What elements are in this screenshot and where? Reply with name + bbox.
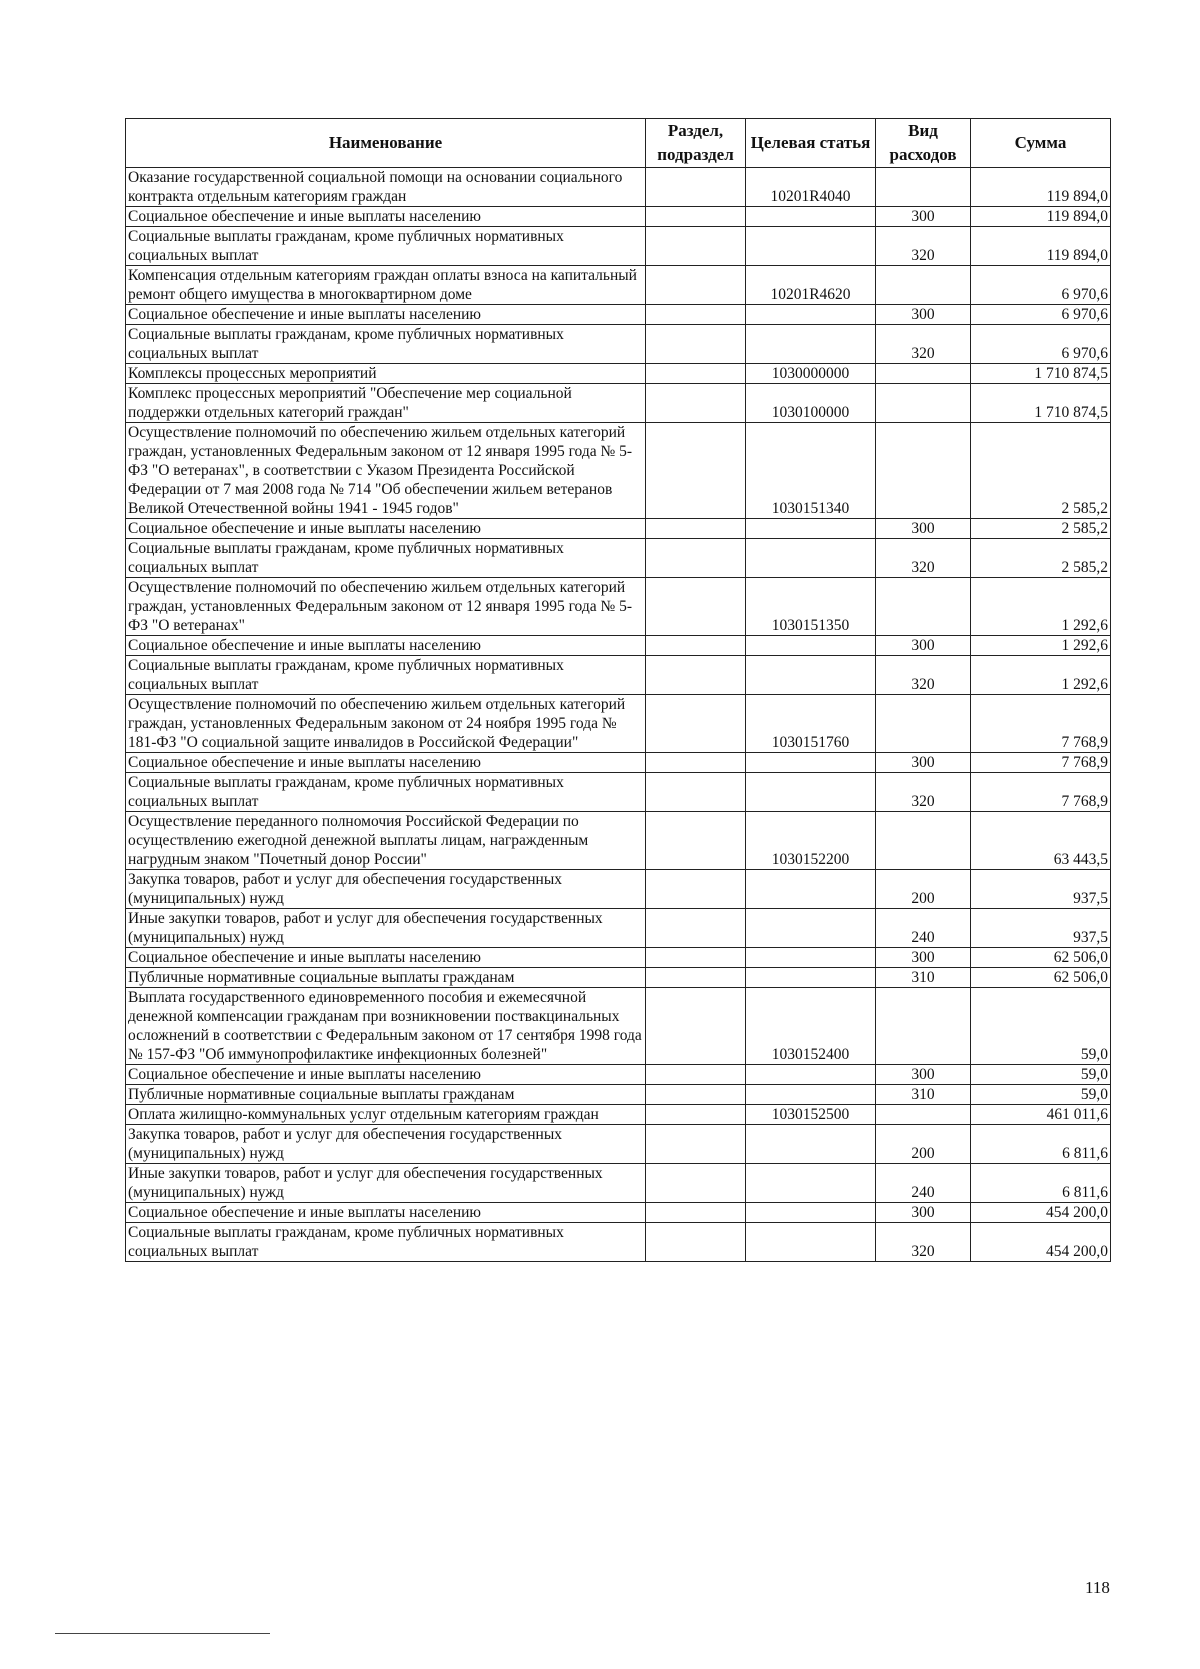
row-sum: 1 292,6 (971, 656, 1111, 695)
row-name: Оказание государственной социальной помощи на основании социального контракта отдельным категориям граждан (126, 168, 646, 207)
row-target: 1030151350 (746, 578, 876, 636)
row-sum: 1 710 874,5 (971, 384, 1111, 423)
row-target: 1030152200 (746, 812, 876, 870)
row-sum: 454 200,0 (971, 1223, 1111, 1262)
row-target (746, 1085, 876, 1105)
row-target (746, 1125, 876, 1164)
row-section (646, 325, 746, 364)
table-row (126, 207, 1111, 227)
row-section (646, 1105, 746, 1125)
row-kind (876, 812, 971, 870)
row-kind: 200 (876, 870, 971, 909)
header-target: Целевая статья (746, 119, 876, 168)
row-kind: 320 (876, 1223, 971, 1262)
table-row (126, 364, 1111, 384)
table-row (126, 227, 1111, 266)
row-kind: 310 (876, 1085, 971, 1105)
row-section (646, 578, 746, 636)
row-section (646, 384, 746, 423)
row-section (646, 305, 746, 325)
budget-table (125, 118, 1111, 1262)
row-section (646, 519, 746, 539)
footnote-divider (55, 1633, 270, 1634)
row-kind: 310 (876, 968, 971, 988)
row-target: 1030151760 (746, 695, 876, 753)
header-sum: Сумма (971, 119, 1111, 168)
row-name: Оплата жилищно-коммунальных услуг отдельным категориям граждан (126, 1105, 646, 1125)
row-section (646, 968, 746, 988)
row-target (746, 773, 876, 812)
row-sum: 937,5 (971, 870, 1111, 909)
row-name: Осуществление полномочий по обеспечению жильем отдельных категорий граждан, установленных Федеральным законом от 24 ноября 1995 года № 181-ФЗ "О социальной защите инвалидов в Российской Федерации" (126, 695, 646, 753)
row-sum: 6 970,6 (971, 266, 1111, 305)
header-section: Раздел, подраздел (646, 119, 746, 168)
row-name: Комплекс процессных мероприятий "Обеспечение мер социальной поддержки отдельных категорий граждан" (126, 384, 646, 423)
row-kind: 300 (876, 753, 971, 773)
row-kind: 320 (876, 227, 971, 266)
row-name: Социальные выплаты гражданам, кроме публичных нормативных социальных выплат (126, 539, 646, 578)
row-section (646, 909, 746, 948)
row-name: Социальное обеспечение и иные выплаты населению (126, 948, 646, 968)
row-kind: 300 (876, 207, 971, 227)
row-kind: 320 (876, 656, 971, 695)
table-row (126, 695, 1111, 753)
row-target (746, 948, 876, 968)
row-sum: 62 506,0 (971, 968, 1111, 988)
row-sum: 59,0 (971, 1065, 1111, 1085)
table-row (126, 1203, 1111, 1223)
row-name: Социальное обеспечение и иные выплаты населению (126, 753, 646, 773)
row-target (746, 1203, 876, 1223)
table-row (126, 636, 1111, 656)
row-name: Комплексы процессных мероприятий (126, 364, 646, 384)
table-row (126, 1085, 1111, 1105)
row-kind: 320 (876, 773, 971, 812)
row-section (646, 656, 746, 695)
row-name: Публичные нормативные социальные выплаты гражданам (126, 968, 646, 988)
row-sum: 119 894,0 (971, 168, 1111, 207)
row-section (646, 1203, 746, 1223)
row-name: Публичные нормативные социальные выплаты гражданам (126, 1085, 646, 1105)
row-name: Иные закупки товаров, работ и услуг для обеспечения государственных (муниципальных) нужд (126, 1164, 646, 1203)
row-section (646, 539, 746, 578)
row-kind (876, 168, 971, 207)
row-target: 1030152500 (746, 1105, 876, 1125)
row-section (646, 207, 746, 227)
row-kind (876, 266, 971, 305)
row-target: 10201R4620 (746, 266, 876, 305)
row-sum: 63 443,5 (971, 812, 1111, 870)
row-sum: 1 292,6 (971, 636, 1111, 656)
row-section (646, 753, 746, 773)
table-row (126, 656, 1111, 695)
row-section (646, 695, 746, 753)
row-section (646, 1085, 746, 1105)
header-name: Наименование (126, 119, 646, 168)
row-section (646, 812, 746, 870)
table-row (126, 519, 1111, 539)
row-section (646, 1065, 746, 1085)
row-name: Социальное обеспечение и иные выплаты населению (126, 207, 646, 227)
row-section (646, 227, 746, 266)
row-kind (876, 364, 971, 384)
row-kind: 300 (876, 519, 971, 539)
row-target: 10201R4040 (746, 168, 876, 207)
row-target (746, 968, 876, 988)
page-number: 118 (1085, 1578, 1110, 1597)
table-row (126, 968, 1111, 988)
row-section (646, 168, 746, 207)
row-section (646, 423, 746, 519)
row-name: Осуществление полномочий по обеспечению жильем отдельных категорий граждан, установленных Федеральным законом от 12 января 1995 года № 5-ФЗ "О ветеранах", в соответствии с Указом Президента Российской Федерации от 7 мая 2008 года № 714 "Об обеспечении жильем ветеранов Великой Отечественной войны 1941 - 1945 годов" (126, 423, 646, 519)
row-target: 1030000000 (746, 364, 876, 384)
row-section (646, 1164, 746, 1203)
row-section (646, 773, 746, 812)
row-target (746, 1223, 876, 1262)
table-row (126, 773, 1111, 812)
row-section (646, 364, 746, 384)
row-sum: 119 894,0 (971, 207, 1111, 227)
row-sum: 454 200,0 (971, 1203, 1111, 1223)
row-target (746, 227, 876, 266)
row-sum: 59,0 (971, 988, 1111, 1065)
table-row (126, 753, 1111, 773)
row-target (746, 636, 876, 656)
row-name: Осуществление полномочий по обеспечению жильем отдельных категорий граждан, установленных Федеральным законом от 12 января 1995 года № 5-ФЗ "О ветеранах" (126, 578, 646, 636)
row-target (746, 753, 876, 773)
row-sum: 6 811,6 (971, 1125, 1111, 1164)
row-target (746, 539, 876, 578)
row-target: 1030151340 (746, 423, 876, 519)
table-row (126, 325, 1111, 364)
table-row (126, 423, 1111, 519)
row-target (746, 519, 876, 539)
row-name: Социальные выплаты гражданам, кроме публичных нормативных социальных выплат (126, 656, 646, 695)
row-name: Иные закупки товаров, работ и услуг для обеспечения государственных (муниципальных) нужд (126, 909, 646, 948)
row-target (746, 207, 876, 227)
row-sum: 6 970,6 (971, 325, 1111, 364)
row-kind (876, 1105, 971, 1125)
table-body (126, 168, 1111, 1262)
row-name: Социальные выплаты гражданам, кроме публичных нормативных социальных выплат (126, 325, 646, 364)
row-sum: 2 585,2 (971, 539, 1111, 578)
row-name: Социальное обеспечение и иные выплаты населению (126, 1203, 646, 1223)
table-row (126, 988, 1111, 1065)
table-row (126, 384, 1111, 423)
row-target (746, 870, 876, 909)
row-name: Выплата государственного единовременного пособия и ежемесячной денежной компенсации гражданам при возникновении поствакцинальных осложнений в соответствии с Федеральным законом от 17 сентября 1998 года № 157-ФЗ "Об иммунопрофилактике инфекционных болезней" (126, 988, 646, 1065)
row-kind (876, 578, 971, 636)
row-kind: 320 (876, 539, 971, 578)
row-kind: 300 (876, 1065, 971, 1085)
table-row (126, 870, 1111, 909)
row-kind: 240 (876, 1164, 971, 1203)
row-name: Закупка товаров, работ и услуг для обеспечения государственных (муниципальных) нужд (126, 870, 646, 909)
table-row (126, 812, 1111, 870)
row-target (746, 1065, 876, 1085)
row-sum: 7 768,9 (971, 753, 1111, 773)
row-section (646, 636, 746, 656)
row-sum: 6 811,6 (971, 1164, 1111, 1203)
row-target: 1030100000 (746, 384, 876, 423)
row-kind: 200 (876, 1125, 971, 1164)
row-target (746, 325, 876, 364)
table-row (126, 1105, 1111, 1125)
row-kind (876, 988, 971, 1065)
row-sum: 2 585,2 (971, 423, 1111, 519)
row-kind: 300 (876, 1203, 971, 1223)
row-section (646, 988, 746, 1065)
row-name: Социальные выплаты гражданам, кроме публичных нормативных социальных выплат (126, 227, 646, 266)
table-row (126, 1164, 1111, 1203)
row-sum: 119 894,0 (971, 227, 1111, 266)
row-section (646, 1223, 746, 1262)
row-sum: 461 011,6 (971, 1105, 1111, 1125)
row-section (646, 870, 746, 909)
table-row (126, 539, 1111, 578)
row-name: Социальное обеспечение и иные выплаты населению (126, 636, 646, 656)
table-row (126, 168, 1111, 207)
row-name: Социальные выплаты гражданам, кроме публичных нормативных социальных выплат (126, 773, 646, 812)
row-target (746, 656, 876, 695)
table-row (126, 1065, 1111, 1085)
row-sum: 1 710 874,5 (971, 364, 1111, 384)
table-row (126, 948, 1111, 968)
table-row (126, 305, 1111, 325)
row-sum: 6 970,6 (971, 305, 1111, 325)
row-sum: 2 585,2 (971, 519, 1111, 539)
header-kind: Вид расходов (876, 119, 971, 168)
row-name: Компенсация отдельным категориям граждан оплаты взноса на капитальный ремонт общего имущества в многоквартирном доме (126, 266, 646, 305)
row-kind: 240 (876, 909, 971, 948)
row-kind (876, 384, 971, 423)
row-name: Социальное обеспечение и иные выплаты населению (126, 519, 646, 539)
row-kind: 300 (876, 948, 971, 968)
row-target (746, 305, 876, 325)
row-section (646, 266, 746, 305)
row-target (746, 1164, 876, 1203)
table-row (126, 266, 1111, 305)
row-name: Социальные выплаты гражданам, кроме публичных нормативных социальных выплат (126, 1223, 646, 1262)
row-sum: 59,0 (971, 1085, 1111, 1105)
row-kind: 320 (876, 325, 971, 364)
row-section (646, 948, 746, 968)
row-section (646, 1125, 746, 1164)
row-sum: 937,5 (971, 909, 1111, 948)
row-sum: 1 292,6 (971, 578, 1111, 636)
row-name: Социальное обеспечение и иные выплаты населению (126, 1065, 646, 1085)
table-row (126, 1125, 1111, 1164)
table-row (126, 578, 1111, 636)
table-row (126, 1223, 1111, 1262)
row-kind (876, 423, 971, 519)
row-name: Осуществление переданного полномочия Российской Федерации по осуществлению ежегодной денежной выплаты лицам, награжденным нагрудным знаком "Почетный донор России" (126, 812, 646, 870)
table-header-row (126, 119, 1111, 168)
row-kind (876, 695, 971, 753)
row-target (746, 909, 876, 948)
table-row (126, 909, 1111, 948)
row-kind: 300 (876, 305, 971, 325)
row-sum: 7 768,9 (971, 773, 1111, 812)
row-name: Закупка товаров, работ и услуг для обеспечения государственных (муниципальных) нужд (126, 1125, 646, 1164)
row-name: Социальное обеспечение и иные выплаты населению (126, 305, 646, 325)
row-target: 1030152400 (746, 988, 876, 1065)
row-sum: 62 506,0 (971, 948, 1111, 968)
row-kind: 300 (876, 636, 971, 656)
row-sum: 7 768,9 (971, 695, 1111, 753)
